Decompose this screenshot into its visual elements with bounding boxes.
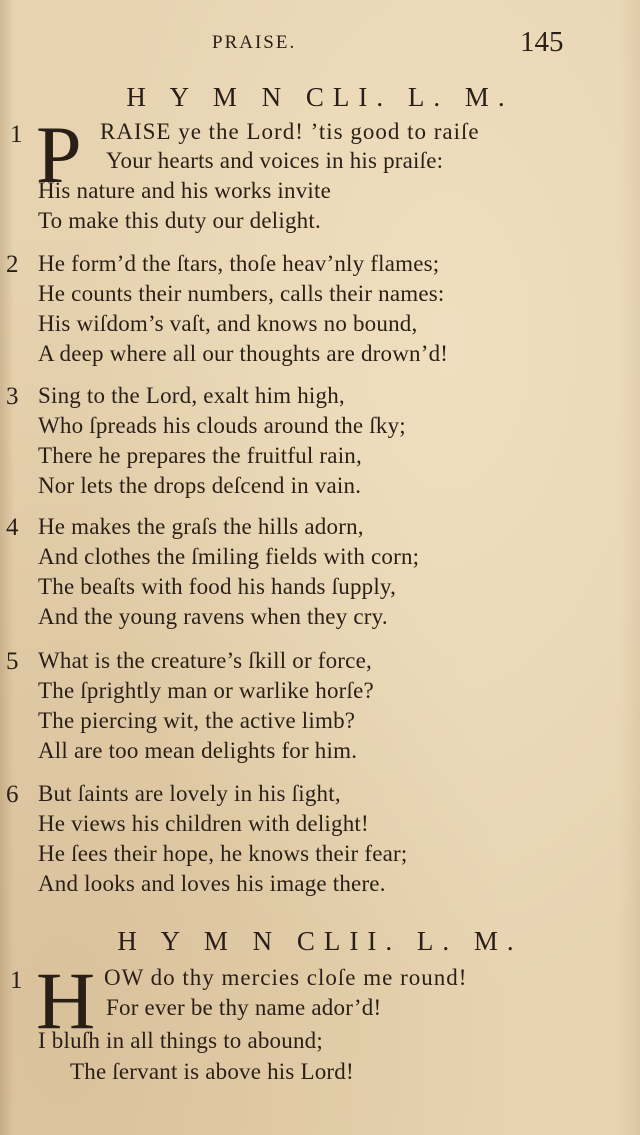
stanza-line: And clothes the ſmiling fields with corn; [38,544,420,569]
stanza-line: He counts their numbers, calls their names: [38,281,445,306]
running-title: PRAISE. [212,32,297,53]
running-head [0,26,640,60]
hymn-heading: H Y M N CLI. L. M. [126,82,514,112]
stanza-line: Your hearts and voices in his praiſe: [106,148,444,173]
stanza-line: He makes the graſs the hills adorn, [38,514,364,539]
stanza-line: And the young ravens when they cry. [38,604,388,629]
stanza-line: The piercing wit, the active limb? [38,708,356,733]
stanza-line: For ever be thy name ador’d! [106,995,382,1020]
stanza-line: There he prepares the fruitful rain, [38,443,362,468]
stanza-number: 1 [10,121,23,148]
stanza-line: And looks and loves his image there. [38,871,386,896]
stanza-line: What is the creature’s ſkill or force, [38,648,372,673]
stanza-line: He views his children with delight! [38,811,369,836]
stanza-line: His nature and his works invite [38,178,332,203]
page-number: 145 [520,26,564,58]
drop-capital: P [36,109,82,200]
stanza-line: He ſees their hope, he knows their fear; [38,841,408,866]
stanza-line: Sing to the Lord, exalt him high, [38,383,345,408]
stanza-line: All are too mean delights for him. [38,738,358,763]
drop-capital: H [36,955,96,1046]
stanza-line: But ſaints are lovely in his ſight, [38,781,341,806]
stanza-number: 6 [6,781,19,808]
stanza-line: Nor lets the drops deſcend in vain. [38,473,362,498]
stanza-number: 1 [10,967,23,994]
stanza-line: Who ſpreads his clouds around the ſky; [38,413,406,438]
stanza-line: I bluſh in all things to abound; [38,1028,323,1053]
stanza-line: His wiſdom’s vaſt, and knows no bound, [38,311,418,336]
hymn-heading: H Y M N CLII. L. M. [117,926,523,956]
stanza-line: RAISE ye the Lord! ’tis good to raiſe [100,119,480,144]
stanza-line: The ſervant is above his Lord! [70,1059,354,1084]
stanza-line: To make this duty our delight. [38,208,321,233]
stanza-line: The beaſts with food his hands ſupply, [38,574,397,599]
stanza-line: The ſprightly man or warlike horſe? [38,678,374,703]
stanza-number: 4 [6,514,19,541]
stanza-number: 2 [6,251,19,278]
stanza-line: He form’d the ſtars, thoſe heav’nly flames; [38,251,440,276]
stanza-number: 3 [6,383,19,410]
stanza-line: A deep where all our thoughts are drown’d! [38,341,449,366]
stanza-number: 5 [6,648,19,675]
stanza-line: OW do thy mercies cloſe me round! [104,965,468,990]
